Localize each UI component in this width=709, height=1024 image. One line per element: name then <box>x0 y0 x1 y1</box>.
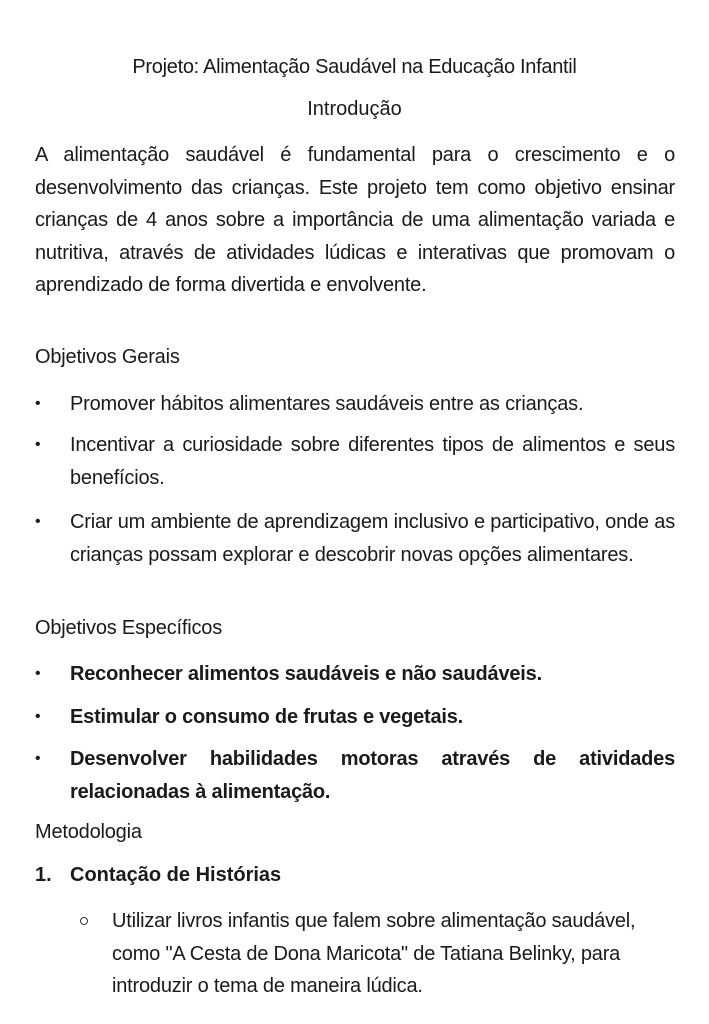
specific-objectives-heading: Objetivos Específicos <box>35 617 222 639</box>
bullet-icon: • <box>35 665 41 682</box>
step-title: Contação de Histórias <box>70 864 282 886</box>
introduction-heading: Introdução <box>307 98 402 120</box>
bullet-icon: • <box>35 708 41 725</box>
bullet-icon: • <box>35 750 41 767</box>
introduction-paragraph: A alimentação saudável é fundamental para o crescimento e o desenvolvimento das crianças. Este projeto tem como objetivo ensinar crianças de 4 anos sobre a importância de uma alimentação variada e nutritiva, através de atividades lúdicas e interativas que promovam o aprendizado de forma divertida e envolvente. <box>35 144 675 296</box>
general-objectives-heading: Objetivos Gerais <box>35 346 180 368</box>
bullet-icon: • <box>35 513 41 530</box>
document-title: Projeto: Alimentação Saudável na Educação Infantil <box>132 56 577 78</box>
methodology-heading: Metodologia <box>35 821 142 843</box>
step-number: 1. <box>35 864 52 886</box>
bullet-icon: • <box>35 436 41 453</box>
bullet-icon: • <box>35 395 41 412</box>
circle-bullet-icon <box>80 917 88 925</box>
